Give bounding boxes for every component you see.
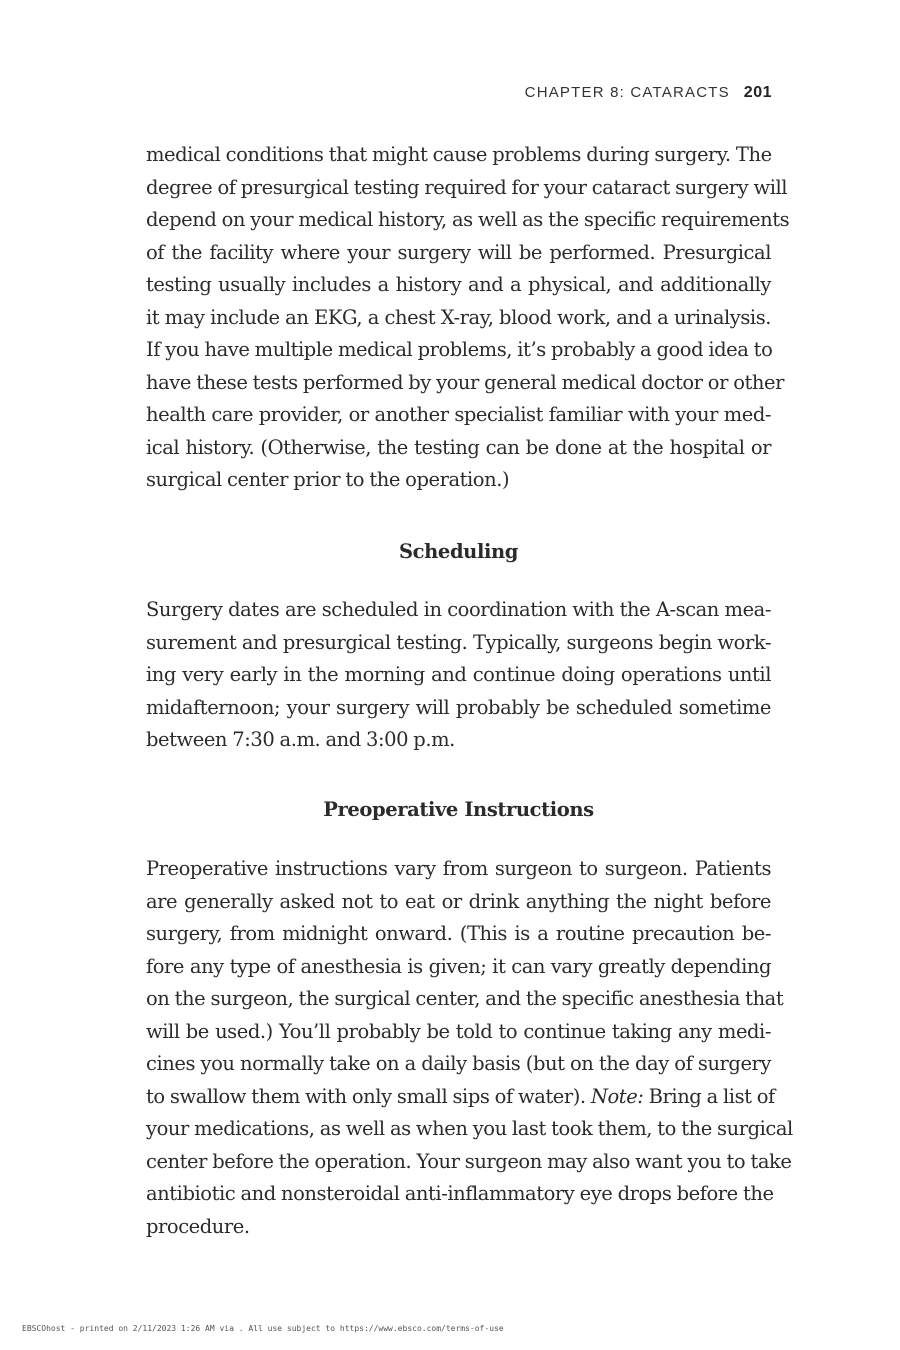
- text-line: on the surgeon, the surgical center, and the specific anesthesia that: [146, 987, 784, 1010]
- text-line-with-note: [146, 1081, 775, 1114]
- text-line: cines you normally take on a daily basis (but on the day of surgery: [146, 1052, 771, 1075]
- section-heading-preoperative-instructions: Preoperative Instructions: [323, 798, 594, 821]
- text-line: Preoperative instructions vary from surgeon to surgeon. Patients: [146, 857, 771, 880]
- paragraph-presurgical-testing: [146, 139, 790, 497]
- text-line: medical conditions that might cause problems during surgery. The: [146, 143, 772, 166]
- print-footer: EBSCOhost - printed on 2/11/2023 1:26 AM via . All use subject to https://www.ebsco.com/terms-of-use: [22, 1324, 504, 1333]
- section-heading-scheduling: Scheduling: [399, 540, 518, 563]
- text-line: it may include an EKG, a chest X-ray, blood work, and a urinalysis.: [146, 305, 771, 329]
- text-line: midafternoon; your surgery will probably be scheduled sometime: [146, 695, 771, 719]
- paragraph-scheduling: [146, 594, 771, 757]
- chapter-title: CHAPTER 8: CATARACTS: [524, 84, 730, 101]
- text-line: of the facility where your surgery will be performed. Presurgical: [146, 240, 771, 264]
- text-line: Surgery dates are scheduled in coordination with the A-scan mea-: [146, 598, 771, 621]
- text-segment: Bring a list of: [643, 1084, 775, 1108]
- text-line: depend on your medical history, as well as the specific requirements: [146, 208, 790, 231]
- text-line: health care provider, or another specialist familiar with your med-: [146, 403, 771, 426]
- text-line: testing usually includes a history and a physical, and additionally: [146, 273, 771, 296]
- text-line: will be used.) You’ll probably be told to continue taking any medi-: [146, 1019, 771, 1043]
- text-line: surgical center prior to the operation.): [146, 468, 510, 491]
- text-line: surgery, from midnight onward. (This is a routine precaution be-: [146, 922, 771, 945]
- text-line: between 7:30 a.m. and 3:00 p.m.: [146, 728, 455, 751]
- text-line: fore any type of anesthesia is given; it can vary greatly depending: [146, 954, 771, 978]
- text-line: antibiotic and nonsteroidal anti-inflammatory eye drops before the: [146, 1182, 774, 1205]
- page-number: 201: [743, 84, 772, 101]
- text-segment: to swallow them with only small sips of water).: [146, 1084, 591, 1108]
- running-head: [525, 84, 772, 102]
- text-line: ical history. (Otherwise, the testing can be done at the hospital or: [146, 435, 771, 459]
- text-line: your medications, as well as when you last took them, to the surgical: [146, 1117, 793, 1140]
- paragraph-preoperative-instructions: [146, 853, 793, 1243]
- text-line: center before the operation. Your surgeon may also want you to take: [146, 1149, 792, 1173]
- text-line: ing very early in the morning and continue doing operations until: [146, 663, 771, 686]
- text-line: surement and presurgical testing. Typically, surgeons begin work-: [146, 630, 771, 654]
- text-line: If you have multiple medical problems, it’s probably a good idea to: [146, 338, 773, 361]
- text-line: have these tests performed by your general medical doctor or other: [146, 370, 784, 394]
- text-line: are generally asked not to eat or drink anything the night before: [146, 889, 771, 913]
- text-line: procedure.: [146, 1214, 250, 1238]
- note-label: Note:: [590, 1084, 644, 1108]
- text-line: degree of presurgical testing required for your cataract surgery will: [146, 175, 788, 199]
